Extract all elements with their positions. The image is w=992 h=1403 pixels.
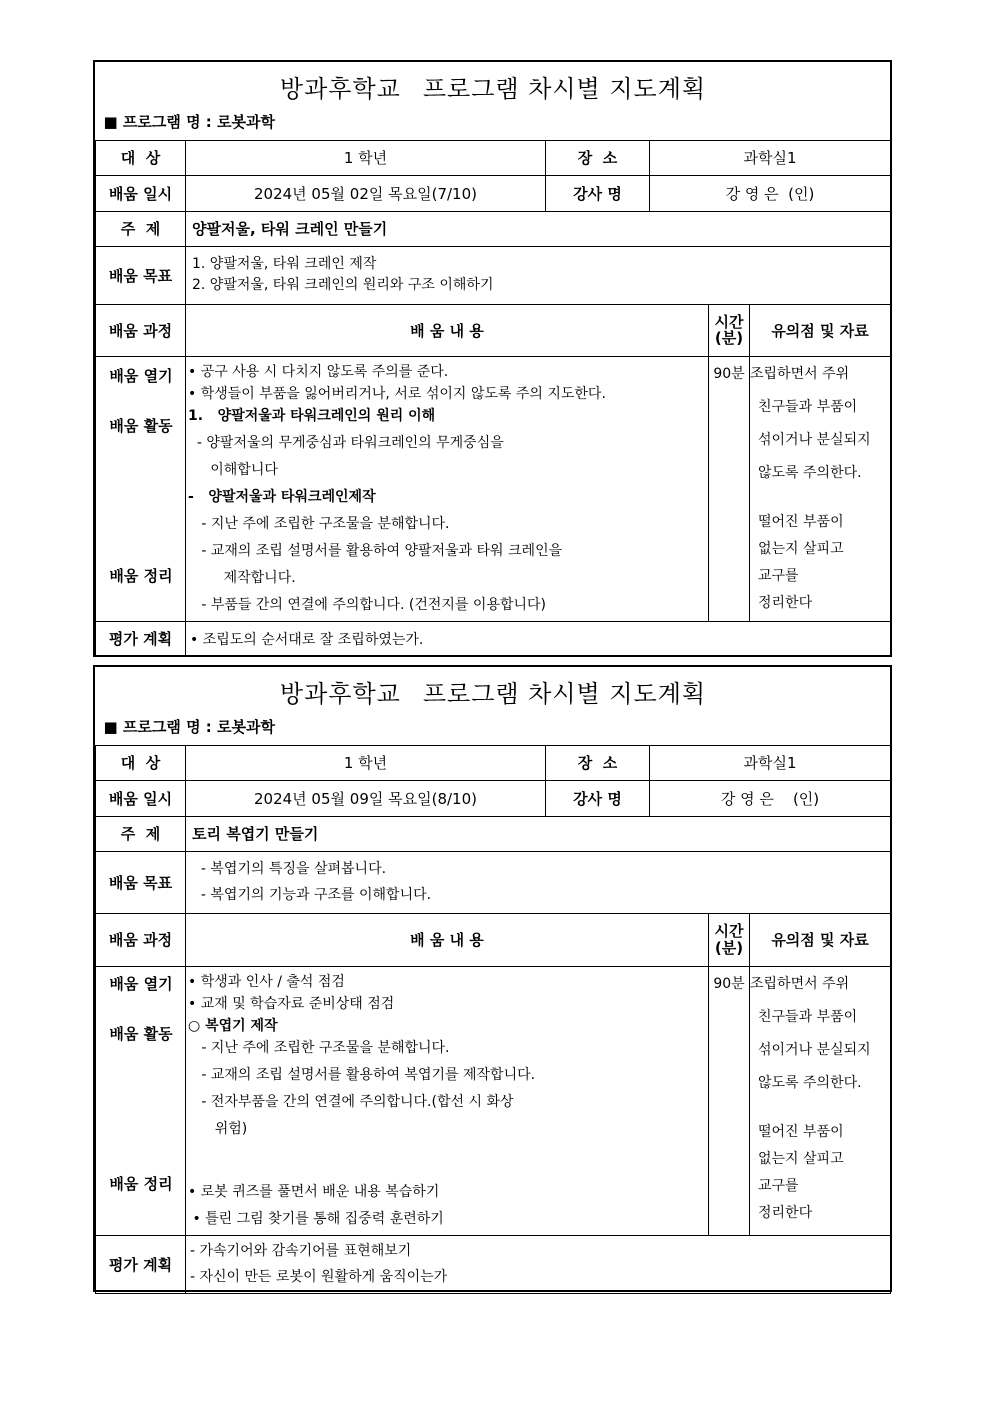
- process-label: 배움 과정: [96, 304, 186, 356]
- notes-line: 정리한다: [758, 594, 813, 611]
- target-label: 대 상: [96, 745, 186, 780]
- notes-line: 섞이거나 분실되지: [758, 431, 871, 448]
- notes-line: 없는지 살피고: [758, 540, 844, 557]
- content-line: - 양팔저울의 무게중심과 타워크레인의 무게중심을: [188, 434, 504, 451]
- stage-column: [96, 356, 186, 621]
- teacher-value: 강 영 은 (인): [650, 780, 891, 816]
- notes-line: 않도록 주의한다.: [758, 464, 862, 481]
- content-body: [186, 356, 709, 621]
- content-label: 배 움 내 용: [186, 913, 709, 966]
- teacher-label: 강사 명: [546, 780, 650, 816]
- notes-label: 유의점 및 자료: [750, 304, 891, 356]
- date-value: 2024년 05월 09일 목요일(8/10): [186, 780, 546, 816]
- target-label: 대 상: [96, 140, 186, 175]
- notes-line: [750, 495, 890, 511]
- notes-line: 떨어진 부품이: [758, 513, 844, 530]
- goal-label: 배움 목표: [96, 851, 186, 913]
- lesson-plan-table: [95, 62, 891, 657]
- stage-close: 배움 정리: [109, 566, 173, 585]
- goal-item: 1. 양팔저울, 타워 크레인 제작: [192, 256, 377, 272]
- content-line: 1. 양팔저울과 타워크레인의 원리 이해: [188, 407, 436, 424]
- content-line: - 부품들 간의 연결에 주의합니다. (건전지를 이용합니다): [188, 596, 547, 613]
- place-value: 과학실1: [650, 140, 891, 175]
- goal-item: 2. 양팔저울, 타워 크레인의 원리와 구조 이해하기: [192, 277, 494, 293]
- notes-line: [750, 1105, 890, 1121]
- content-line: ○ 복엽기 제작: [188, 1017, 278, 1034]
- time-value: 90분: [709, 966, 750, 1235]
- content-body: [186, 966, 709, 1235]
- page-title: 방과후학교 프로그램 차시별 지도계획: [279, 679, 707, 708]
- stage-close: 배움 정리: [109, 1174, 173, 1193]
- stage-activity: 배움 활동: [109, 416, 173, 435]
- teacher-value: 강 영 은 (인): [650, 175, 891, 211]
- content-line: - 교재의 조립 설명서를 활용하여 양팔저울과 타워 크레인을: [188, 542, 563, 559]
- topic-label: 주 제: [96, 816, 186, 851]
- teacher-label: 강사 명: [546, 175, 650, 211]
- eval-line: - 가속기어와 감속기어를 표현해보기: [190, 1243, 412, 1259]
- goal-item: - 복엽기의 특징을 살펴봅니다.: [192, 861, 387, 877]
- stage-open: 배움 열기: [109, 974, 173, 993]
- program-name: ■ 프로그램 명 : 로봇과학: [103, 717, 275, 736]
- notes-line: 친구들과 부품이: [758, 398, 858, 415]
- content-line: • 로봇 퀴즈를 풀면서 배운 내용 복습하기: [188, 1183, 440, 1200]
- content-line: - 지난 주에 조립한 구조물을 분해합니다.: [188, 515, 450, 532]
- notes-line: 떨어진 부품이: [758, 1123, 844, 1140]
- place-label: 장 소: [546, 140, 650, 175]
- content-line: • 공구 사용 시 다치지 않도록 주의를 준다.: [188, 363, 449, 380]
- eval-label: 평가 계획: [96, 621, 186, 656]
- notes-line: 조립하면서 주위: [750, 975, 850, 992]
- notes-body: [750, 966, 891, 1235]
- eval-label: 평가 계획: [96, 1235, 186, 1293]
- content-line: 위험): [188, 1120, 248, 1137]
- goal-list: [186, 851, 891, 913]
- content-line: - 지난 주에 조립한 구조물을 분해합니다.: [188, 1039, 450, 1056]
- eval-line: - 자신이 만든 로봇이 원활하게 움직이는가: [190, 1269, 448, 1285]
- notes-label: 유의점 및 자료: [750, 913, 891, 966]
- content-line: • 학생과 인사 / 출석 점검: [188, 973, 345, 990]
- content-label: 배 움 내 용: [186, 304, 709, 356]
- content-line: • 교재 및 학습자료 준비상태 점검: [188, 995, 395, 1012]
- page-title: 방과후학교 프로그램 차시별 지도계획: [279, 74, 707, 103]
- date-label: 배움 일시: [96, 175, 186, 211]
- program-name: ■ 프로그램 명 : 로봇과학: [103, 112, 275, 131]
- date-label: 배움 일시: [96, 780, 186, 816]
- topic-value: 양팔저울, 타워 크레인 만들기: [186, 211, 891, 246]
- content-line: • 틀린 그림 찾기를 통해 집중력 훈련하기: [188, 1210, 444, 1227]
- content-line: - 전자부품을 간의 연결에 주의합니다.(합선 시 화상: [188, 1093, 514, 1110]
- notes-body: [750, 356, 891, 621]
- notes-line: 없는지 살피고: [758, 1150, 844, 1167]
- content-line: [188, 1145, 706, 1163]
- notes-line: 조립하면서 주위: [750, 365, 850, 382]
- time-label: 시간 (분): [709, 304, 750, 356]
- place-label: 장 소: [546, 745, 650, 780]
- stage-open: 배움 열기: [109, 366, 173, 385]
- content-line: • 학생들이 부품을 잃어버리거나, 서로 섞이지 않도록 주의 지도한다.: [188, 385, 606, 402]
- content-line: 제작합니다.: [188, 569, 296, 586]
- process-label: 배움 과정: [96, 913, 186, 966]
- eval-line: • 조립도의 순서대로 잘 조립하였는가.: [190, 631, 424, 648]
- goal-item: - 복엽기의 기능과 구조를 이해합니다.: [192, 887, 432, 903]
- lesson-plan-2: [93, 665, 892, 1292]
- place-value: 과학실1: [650, 745, 891, 780]
- stage-activity: 배움 활동: [109, 1024, 173, 1043]
- goal-list: [186, 246, 891, 304]
- topic-value: 토리 복엽기 만들기: [186, 816, 891, 851]
- notes-line: 섞이거나 분실되지: [758, 1041, 871, 1058]
- notes-line: 교구를: [758, 567, 799, 584]
- lesson-plan-table: [95, 667, 891, 1294]
- time-label: 시간 (분): [709, 913, 750, 966]
- content-line: - 양팔저울과 타워크레인제작: [188, 488, 376, 505]
- eval-body: [186, 1235, 891, 1293]
- notes-line: 교구를: [758, 1177, 799, 1194]
- notes-line: 정리한다: [758, 1204, 813, 1221]
- eval-body: [186, 621, 891, 656]
- goal-label: 배움 목표: [96, 246, 186, 304]
- stage-column: [96, 966, 186, 1235]
- date-value: 2024년 05월 02일 목요일(7/10): [186, 175, 546, 211]
- lesson-plan-1: [93, 60, 892, 657]
- content-line: - 교재의 조립 설명서를 활용하여 복엽기를 제작합니다.: [188, 1066, 536, 1083]
- content-line: 이해합니다: [188, 461, 278, 478]
- target-value: 1 학년: [186, 140, 546, 175]
- topic-label: 주 제: [96, 211, 186, 246]
- content-line: [188, 1163, 706, 1181]
- target-value: 1 학년: [186, 745, 546, 780]
- notes-line: 않도록 주의한다.: [758, 1074, 862, 1091]
- notes-line: 친구들과 부품이: [758, 1008, 858, 1025]
- time-value: 90분: [709, 356, 750, 621]
